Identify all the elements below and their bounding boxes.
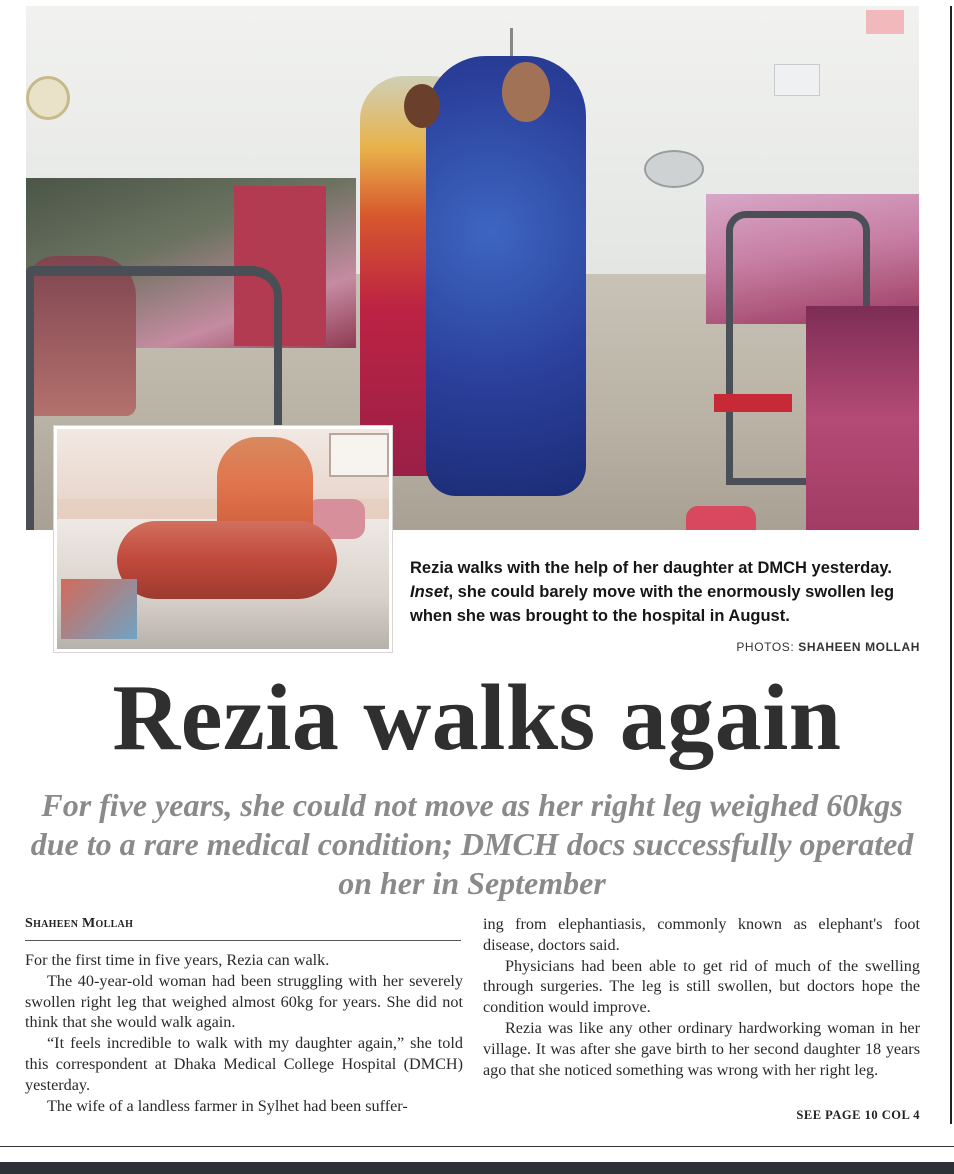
body-column-1 xyxy=(25,950,463,1116)
body-paragraph: Physicians had been able to get rid of much of the swelling through surgeries. The leg is still swollen, but doctors hope the condition would improve. xyxy=(483,956,920,1017)
inset-window xyxy=(329,433,389,477)
body-column-2 xyxy=(483,914,920,1080)
photo-credit xyxy=(560,640,920,654)
photo-wall-sign xyxy=(866,10,904,34)
photo-rezia xyxy=(426,56,586,496)
continued-jump-line[interactable]: SEE PAGE 10 COL 4 xyxy=(796,1108,920,1122)
body-paragraph: The wife of a landless farmer in Sylhet had been suffer- xyxy=(47,1096,408,1115)
headline: Rezia walks again xyxy=(112,666,842,770)
page-bottom-rule xyxy=(0,1146,954,1147)
inset-photo xyxy=(54,426,392,652)
body-paragraph: ing from elephantiasis, commonly known as elephant's foot disease, doctors said. xyxy=(483,915,920,954)
photo-bucket xyxy=(686,506,756,530)
photo-credit-label: PHOTOS: xyxy=(736,640,799,654)
photo-wall-poster xyxy=(774,64,820,96)
body-paragraph: Rezia was like any other ordinary hardworking woman in her village. It was after she gave birth to her second daughter 18 years ago that she noticed something was wrong with her right leg. xyxy=(483,1018,920,1079)
inset-swollen-leg xyxy=(117,521,337,599)
inset-bedside-items xyxy=(61,579,137,639)
body-paragraph: “It feels incredible to walk with my daughter again,” she told this correspondent at Dhaka Medical College Hospital (DMCH) yesterday. xyxy=(25,1034,463,1094)
deck-subheadline: For five years, she could not move as her right leg weighed 60kgs due to a rare medical condition; DMCH docs successfully operated on her in September xyxy=(30,787,914,901)
photo-rezia-face xyxy=(502,62,550,122)
byline: Shaheen Mollah xyxy=(25,916,134,931)
body-paragraph: For the first time in five years, Rezia can walk. xyxy=(25,951,330,969)
caption-line-2: , she could barely move with the enormously swollen leg when she was brought to the hospital in August. xyxy=(410,583,895,625)
page-bottom-band xyxy=(0,1162,954,1174)
photo-credit-name: SHAHEEN MOLLAH xyxy=(798,640,920,654)
caption-inset-word: Inset xyxy=(410,583,449,601)
photo-standing-fan xyxy=(644,150,704,188)
photo-daughter-face xyxy=(404,84,440,128)
body-paragraph: The 40-year-old woman had been struggling with her severely swollen right leg that weighed almost 60kg for years. She did not think that she would walk again. xyxy=(25,971,463,1032)
photo-blanket-right xyxy=(806,306,919,530)
photo-wall-fan xyxy=(26,76,70,120)
photo-caption xyxy=(410,556,930,628)
byline-rule xyxy=(25,940,461,941)
photo-red-bar xyxy=(714,394,792,412)
caption-line-1: Rezia walks with the help of her daughter at DMCH yesterday. xyxy=(410,559,892,577)
right-column-rule xyxy=(950,6,952,1124)
